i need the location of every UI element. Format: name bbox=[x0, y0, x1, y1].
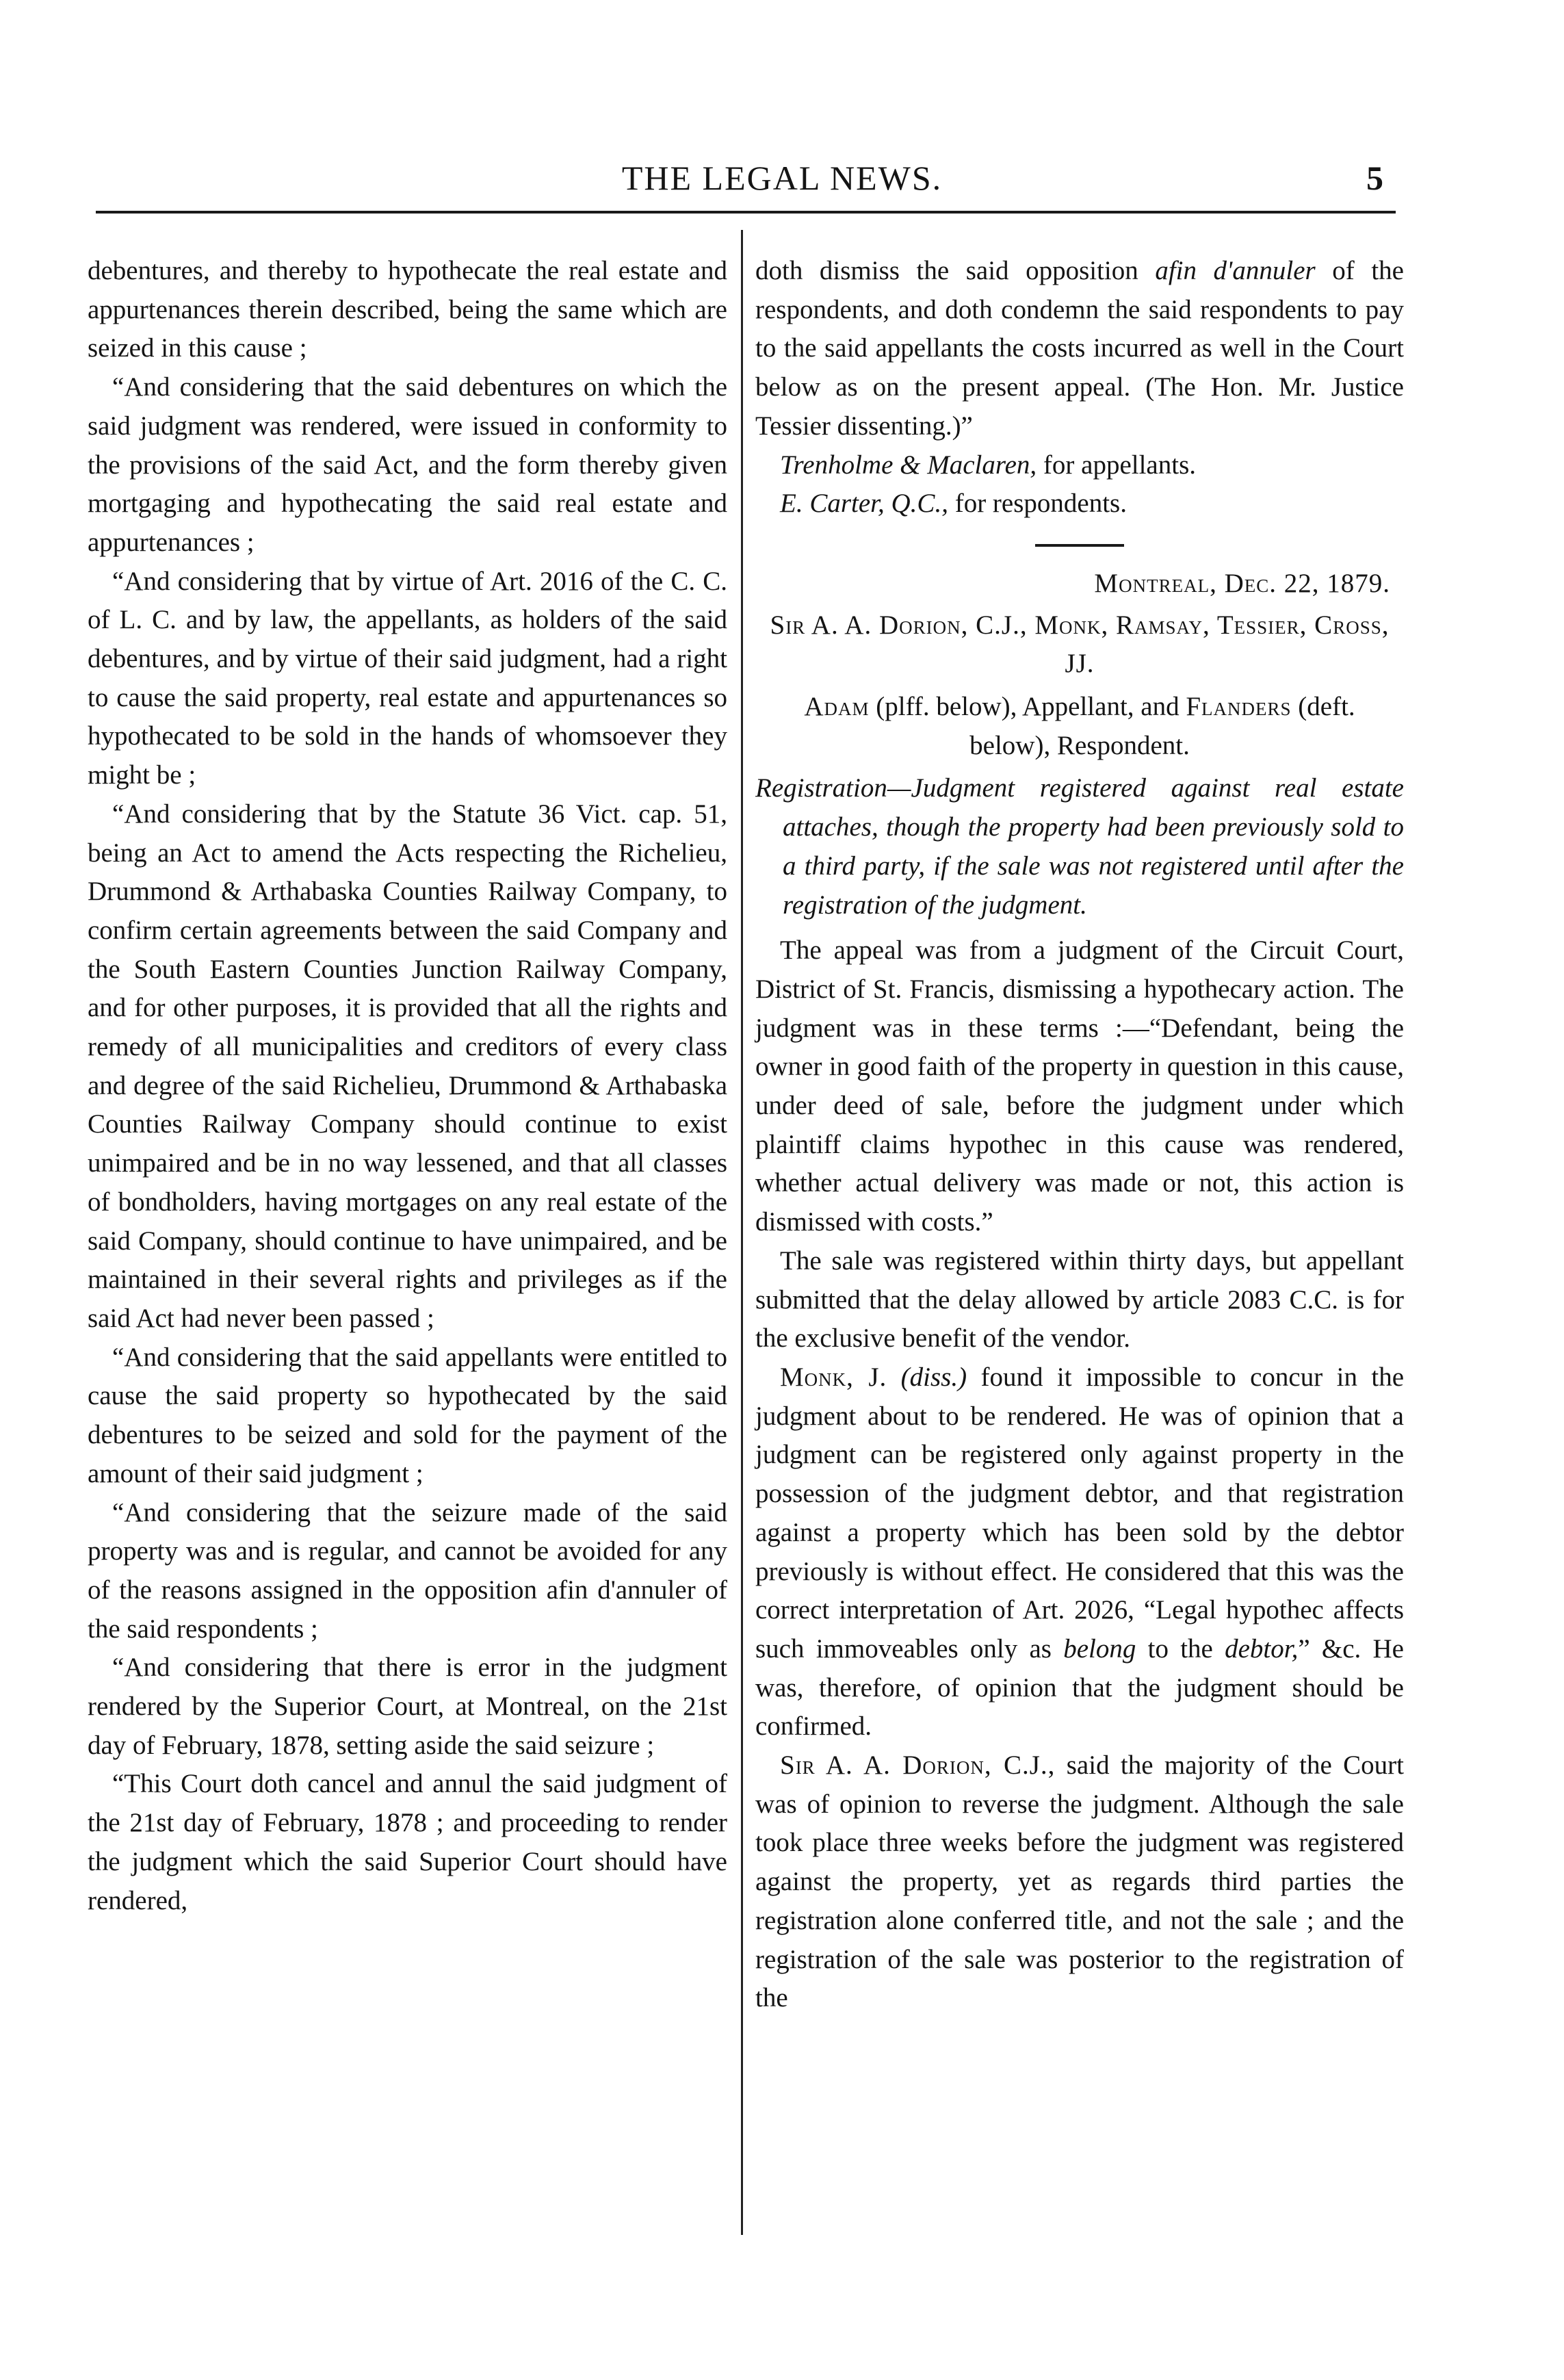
page-number: 5 bbox=[1366, 159, 1383, 197]
header-rule bbox=[96, 211, 1396, 214]
page-header bbox=[0, 154, 1564, 202]
paragraph: “And considering that there is error in the judgment rendered by the Superior Court, at Montreal, on the 21st day of February, 1878, setting aside the said seizure ; bbox=[88, 1653, 727, 1760]
paragraph-monk bbox=[755, 1358, 1404, 1746]
counsel-respondents bbox=[755, 484, 1404, 523]
italic-term: belong bbox=[1063, 1633, 1136, 1664]
italic-term: debtor, bbox=[1225, 1633, 1299, 1664]
right-column bbox=[755, 252, 1404, 2018]
respondent-name: Flanders bbox=[1186, 692, 1292, 722]
paragraph: “And considering that by the Statute 36 Vict. cap. 51, being an Act to amend the Acts respecting the Richelieu, Drummond & Arthabaska Counties Railway Company, to confirm certain agreements between the said Company and the South Eastern Counties Junction Railway Company, and for other purposes, it is provided that all the rights and remedy of all municipalities and creditors of every class and degree of the said Richelieu, Drummond & Arthabaska Counties Railway Company should continue to exist unimpaired and be in no way lessened, and that all classes of bondholders, having mortgages on any real estate of the said Company, should continue to have unimpaired, and be maintained in their several rights and privileges as if the said Act had never been passed ; bbox=[88, 799, 727, 1333]
paragraph: “And considering that the said debentures on which the said judgment was rendered, were issued in conformity to the provisions of the said Act, and the form thereby given mortgaging and hypothecating the said real estate and appurtenances ; bbox=[88, 372, 727, 557]
text-run: doth dismiss the said opposition bbox=[755, 256, 1156, 285]
paragraph: “And considering that the seizure made of the said property was and is regular, and cannot be avoided for any of the reasons assigned in the opposition afin d'annuler of the said respondents ; bbox=[88, 1497, 727, 1644]
dissent-mark: (diss.) bbox=[900, 1362, 967, 1392]
paragraph: “This Court doth cancel and annul the said judgment of the 21st day of February, 1878 ; and proceeding to render the judgment which the said Superior Court should have rendered, bbox=[88, 1769, 727, 1915]
judge-name: Sir A. A. Dorion, C.J., bbox=[780, 1750, 1056, 1781]
text-run: said the majority of the Court was of opinion to reverse the judgment. Although the sale took place three weeks before the judgment was registered against the property, yet as regards third parties the registration alone conferred title, and not the sale ; and the registration of the sale was posterior to the registration of the bbox=[755, 1750, 1404, 2013]
italic-term: afin d'annuler bbox=[1155, 256, 1316, 285]
text-run: of the respondents, and doth condemn the said respondents to pay to the said appellants the costs incurred as well in the Court below as on the present appeal. (The Hon. Mr. Justice Tessier dissenting.)” bbox=[755, 256, 1404, 441]
counsel-name: E. Carter, Q.C., bbox=[780, 489, 948, 519]
column-divider bbox=[741, 230, 743, 2235]
text-run: (plff. below), Appellant, and bbox=[869, 692, 1186, 722]
text-run: to the bbox=[1136, 1633, 1225, 1664]
bench: Sir A. A. Dorion, C.J., Monk, Ramsay, Tessier, Cross, JJ. bbox=[770, 610, 1390, 679]
text-run: ” &c. He was, therefore, of opinion that the judgment should be confirmed. bbox=[755, 1633, 1404, 1742]
judge-name: Monk, J. bbox=[780, 1362, 887, 1392]
headnote: Registration—Judgment registered against real estate attaches, though the property had been previously sold to a third party, if the sale was not registered until after the registration of the judgment. bbox=[755, 773, 1404, 920]
paragraph-dorion bbox=[755, 1746, 1404, 2018]
paragraph: “And considering that the said appellants were entitled to cause the said property so hypothecated by the said debentures to be seized and sold for the payment of the amount of their said judgment ; bbox=[88, 1342, 727, 1488]
counsel-role: for respondents. bbox=[948, 489, 1127, 519]
paragraph: The sale was registered within thirty days, but appellant submitted that the delay allowed by article 2083 C.C. is for the exclusive benefit of the vendor. bbox=[755, 1245, 1404, 1354]
dateline: Montreal, Dec. 22, 1879. bbox=[1094, 568, 1390, 598]
text-run: (deft. below), Respondent. bbox=[969, 692, 1355, 760]
counsel-name: Trenholme & Maclaren, bbox=[780, 450, 1037, 480]
parties bbox=[755, 684, 1404, 765]
appellant-name: Adam bbox=[804, 692, 870, 722]
paragraph: “And considering that by virtue of Art. 2016 of the C. C. of L. C. and by law, the appellants, as holders of the said debentures, and by virtue of their said judgment, had a right to cause the said property, real estate and appurtenances so hypothecated to be sold in the hands of whomsoever they might be ; bbox=[88, 566, 727, 790]
counsel-appellants bbox=[755, 446, 1404, 485]
paragraph-judgment-end bbox=[755, 252, 1404, 446]
section-rule bbox=[1035, 544, 1124, 547]
counsel-role: for appellants. bbox=[1037, 450, 1196, 480]
left-column bbox=[88, 252, 727, 1920]
paragraph: debentures, and thereby to hypothecate the real estate and appurtenances therein described, being the same which are seized in this cause ; bbox=[88, 256, 727, 363]
paragraph: The appeal was from a judgment of the Circuit Court, District of St. Francis, dismissing a hypothecary action. The judgment was in these terms :—“Defendant, being the owner in good faith of the property in question in this cause, under deed of sale, before the judgment under which plaintiff claims hypothec in this cause was rendered, whether actual delivery was made or not, this action is dismissed with costs.” bbox=[755, 935, 1404, 1237]
text-run: found it impossible to concur in the judgment about to be rendered. He was of opinion that a judgment can be registered only against property in the possession of the judgment debtor, and that registration against a property which has been sold by the debtor previously is without effect. He considered that this was the correct interpretation of Art. 2026, “Legal hypothec affects such immoveables only as bbox=[755, 1362, 1405, 1664]
running-title: THE LEGAL NEWS. bbox=[621, 159, 943, 197]
